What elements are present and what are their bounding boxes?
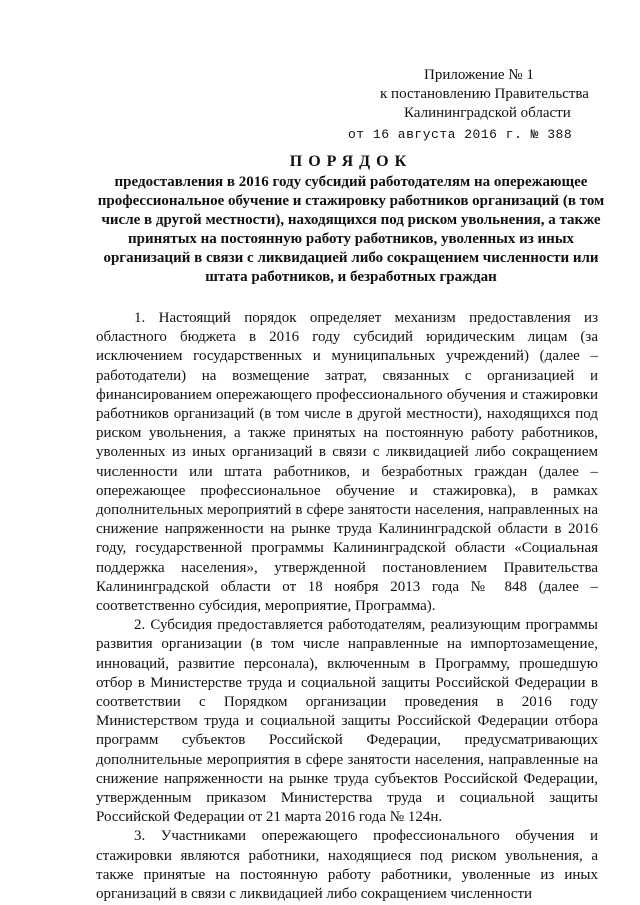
annex-number: Приложение № 1 [424, 67, 534, 83]
document-title [96, 152, 606, 287]
paragraph-1: 1. Настоящий порядок определяет механизм предоставления из областного бюджета в 2016 году субсидий юридическим лицам (за исключением государственных и муниципальных учреждений) (далее – работодатели) на возмещение затрат, связанных с организацией и финансированием опережающего профессионального обучения и стажировки работников организаций (в том числе в другой местности), находящихся под риском увольнения, а также принятых на постоянную работу работников, уволенных из иных организаций в связи с ликвидацией либо сокращением численности или штата работников, и безработных граждан (далее – опережающее профессиональное обучение и стажировка), в рамках дополнительных мероприятий в сфере занятости населения, направленных на снижение напряженности на рынке труда Калининградской области в 2016 году, государственной программы Калининградской области «Социальная поддержка населения», утвержденной постановлением Правительства Калининградской области от 18 ноября 2013 года № 848 (далее – соответственно субсидия, мероприятие, Программа). [96, 310, 598, 615]
annex-region: Калининградской области [404, 105, 571, 121]
annex-header [340, 66, 590, 144]
paragraph-2: 2. Субсидия предоставляется работодателям, реализующим программы развития организации (в том числе направленные на импортозамещение, инноваций, развитие персонала), включенным в Программу, прошедшую отбор в Министерстве труда и социальной защиты Российской Федерации в соответствии с Порядком организации проведения в 2016 году Министерством труда и социальной защиты Российской Федерации отбора программ субъектов Российской Федерации, предусматривающих дополнительные мероприятия в сфере занятости населения, направленные на снижение напряженности на рынке труда субъектов Российской Федерации, утвержденным приказом Министерства труда и социальной защиты Российской Федерации от 21 марта 2016 года № 124н. [96, 617, 598, 826]
annex-resolution: к постановлению Правительства [380, 86, 589, 102]
annex-date: от 16 августа 2016 г. № 388 [348, 127, 573, 142]
paragraph-3: 3. Участниками опережающего профессионального обучения и стажировки являются работники, находящиеся под риском увольнения, а также принятые на постоянную работу работники, уволенные из иных организаций в связи с ликвидацией либо сокращением численности [96, 828, 598, 903]
title-heading: ПОРЯДОК [289, 153, 413, 170]
title-subtitle: предоставления в 2016 году субсидий работодателям на опережающее профессиональное обучение и стажировку работников организаций (в том числе в другой местности), находящихся под риском увольнения, а также принятых на постоянную работу работников, уволенных из иных организаций в связи с ликвидацией либо сокращением численности или штата работников, и безработных граждан [97, 174, 605, 285]
document-body [96, 309, 598, 904]
